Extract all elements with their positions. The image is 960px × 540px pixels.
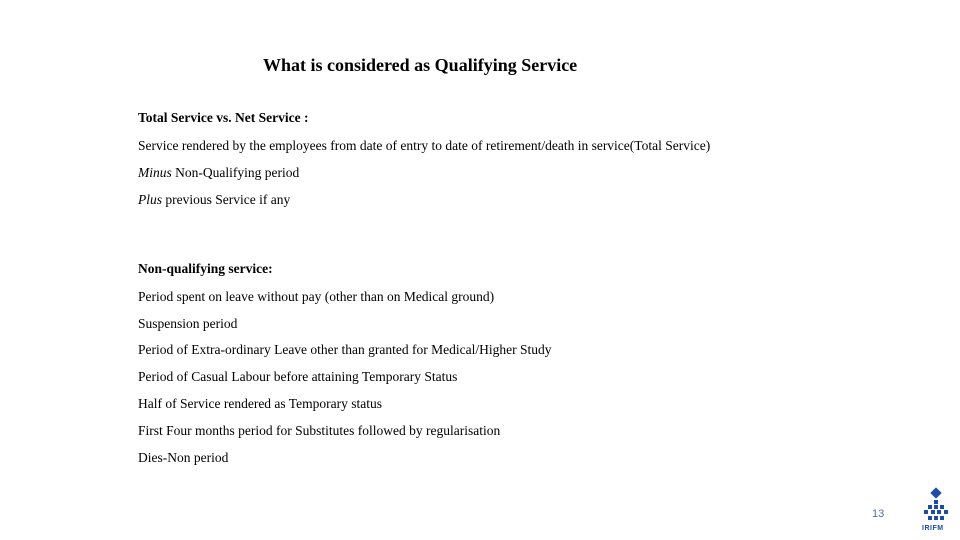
- plus-line: [138, 191, 290, 209]
- list-item: Suspension period: [138, 316, 238, 331]
- list-item: Period of Casual Labour before attaining Temporary Status: [138, 369, 458, 384]
- slide-title: What is considered as Qualifying Service: [263, 55, 578, 75]
- list-item: Period of Extra-ordinary Leave other than granted for Medical/Higher Study: [138, 342, 552, 357]
- section-heading-non-qualifying: Non-qualifying service:: [138, 261, 273, 276]
- section-heading-total-vs-net: Total Service vs. Net Service :: [138, 110, 309, 125]
- plus-text: previous Service if any: [162, 192, 291, 207]
- list-item: Period spent on leave without pay (other than on Medical ground): [138, 289, 495, 304]
- page-number: 13: [872, 508, 885, 520]
- minus-text: Non-Qualifying period: [171, 165, 300, 180]
- total-service-definition: Service rendered by the employees from date of entry to date of retirement/death in service(Total Service): [138, 138, 711, 153]
- minus-word: Minus: [138, 165, 172, 180]
- minus-line: [138, 164, 299, 182]
- list-item: First Four months period for Substitutes followed by regularisation: [138, 423, 501, 438]
- plus-word: Plus: [138, 192, 163, 207]
- list-item: Half of Service rendered as Temporary status: [138, 396, 382, 411]
- list-item: Dies-Non period: [138, 450, 229, 465]
- logo-text: IRIFM: [922, 525, 944, 532]
